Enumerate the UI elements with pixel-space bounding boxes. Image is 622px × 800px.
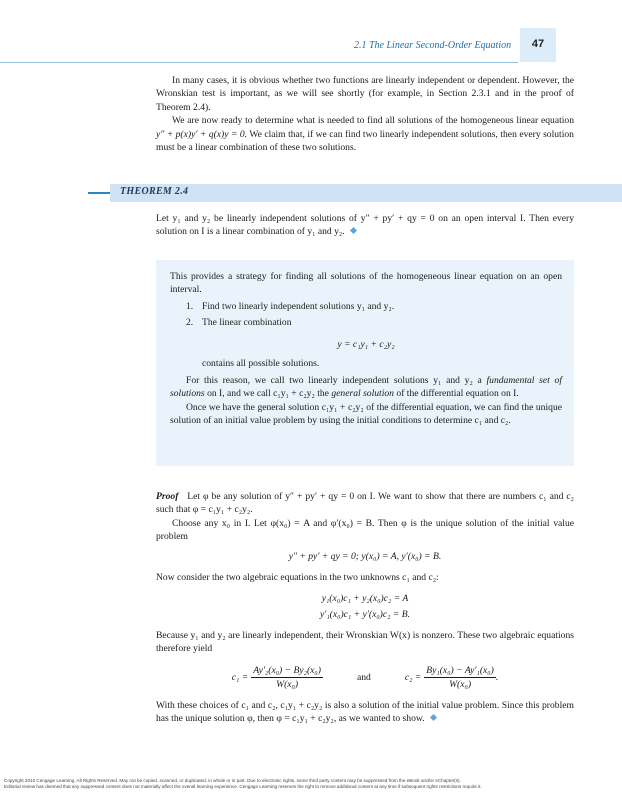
- header-rule: [0, 62, 518, 63]
- note-step-2: 2. The linear combination: [186, 317, 292, 329]
- note-contains: contains all possible solutions.: [202, 357, 320, 369]
- c2-period: .: [495, 671, 499, 683]
- c1-numerator: Ay′₂(x₀) − By₂(x₀): [253, 664, 321, 676]
- algebraic-equation-1: y₁(x₀)c₁ + y₂(x₀)c₂ = A: [321, 593, 409, 605]
- c2-label: c₂ =: [404, 671, 422, 683]
- page-number: 47: [531, 38, 545, 50]
- footer-line-1: Copyright 2010 Cengage Learning. All Rights Reserved. May not be copied, scanned, or duplicated, in whole or in part. Due to electronic rights, some third party content may be suppressed from the eBook and/or eChapter(s).: [4, 778, 461, 783]
- strategy-note: [170, 270, 562, 428]
- proof-section: [156, 490, 574, 726]
- proof-paragraph-1: Proof Let φ be any solution of y″ + py′ + qy = 0 on I. We want to show that there are numbers c₁ and c₂ such that φ = c₁y₁ + c₂y₂.: [156, 491, 574, 516]
- c2-numerator: By₁(x₀) − Ay′₁(x₀): [426, 664, 494, 676]
- note-step-1: 1. Find two linearly independent solutions y₁ and y₂.: [186, 300, 395, 312]
- linear-combination-equation: y = c₁y₁ + c₂y₂: [337, 338, 395, 350]
- proof-paragraph-4: Because y₁ and y₂ are linearly independent, their Wronskian W(x) is nonzero. These two algebraic equations therefore yield: [156, 630, 574, 655]
- c1-fraction: [251, 664, 323, 691]
- intro-paragraph-2: We are now ready to determine what is needed to find all solutions of the homogeneous linear equation y″ + p(x)y′ + q(x)y = 0. We claim that, if we can find two linearly independent solutions, then every solution must be a linear combination of these two solutions.: [156, 115, 574, 154]
- note-once-paragraph: Once we have the general solution c₁y₁ + c₂y₂ of the differential equation, we can find the unique solution of an initial value problem by using the initial conditions to determine c₁ and c₂.: [170, 401, 562, 427]
- theorem-statement: [156, 212, 574, 239]
- proof-paragraph-3: Now consider the two algebraic equations in the two unknowns c₁ and c₂:: [156, 571, 439, 583]
- running-head: 2.1 The Linear Second-Order Equation: [354, 40, 512, 51]
- theorem-text: Let y₁ and y₂ be linearly independent solutions of y″ + py′ + qy = 0 on an open interval I. Then every solution on I is a linear combination of y₁ and y₂.: [156, 213, 574, 238]
- c1-denominator: W(x₀): [276, 678, 299, 690]
- proof-paragraph-2: Choose any x₀ in I. Let φ(x₀) = A and φ′(x₀) = B. Then φ is the unique solution of the initial value problem: [156, 517, 574, 543]
- term-general-solution: general solution: [331, 388, 394, 400]
- term-fundamental-set: fundamental set of solutions: [170, 375, 562, 400]
- homogeneous-equation: y″ + p(x)y′ + q(x)y = 0.: [156, 128, 248, 140]
- end-of-proof-icon: [430, 714, 437, 721]
- intro-paragraph-1: In many cases, it is obvious whether two functions are linearly independent or dependent. However, the Wronskian test is important, as we will see shortly (for example, in Section 2.3.1 and in the proof of Theorem 2.4).: [156, 75, 574, 113]
- c1-label: c₁ =: [231, 671, 249, 683]
- intro-section: [156, 74, 574, 154]
- proof-paragraph-5: With these choices of c₁ and c₂, c₁y₁ + c₂y₂ is also a solution of the initial value problem. Since this problem has the unique solution φ, then φ = c₁y₁ + c₂y₂, as we wanted to show.: [156, 699, 574, 725]
- end-of-theorem-icon: [350, 227, 357, 234]
- algebraic-equation-2: y′₁(x₀)c₁ + y′(x₀)c₂ = B.: [319, 609, 410, 621]
- theorem-rule: [88, 192, 110, 194]
- proof-label: Proof: [156, 491, 179, 502]
- note-intro: This provides a strategy for finding all solutions of the homogeneous linear equation on an open interval.: [170, 271, 562, 296]
- initial-value-problem: y″ + py′ + qy = 0; y(x₀) = A, y′(x₀) = B.: [288, 550, 442, 562]
- copyright-footer: [4, 778, 618, 790]
- c2-denominator: W(x₀): [449, 678, 472, 690]
- and-word: and: [356, 671, 371, 683]
- theorem-label: THEOREM 2.4: [120, 186, 189, 197]
- footer-line-2: Editorial review has deemed that any suppressed content does not materially affect the overall learning experience. Cengage Learning reserves the right to remove additional content at any time if subsequent rights restrictions require it.: [4, 784, 482, 789]
- cramer-solutions: [156, 664, 574, 691]
- note-definition-paragraph: For this reason, we call two linearly independent solutions y₁ and y₂ a fundamental set of solutions on I, and we call c₁y₁ + c₂y₂ the general solution of the differential equation on I.: [170, 375, 562, 400]
- c2-fraction: [424, 664, 499, 691]
